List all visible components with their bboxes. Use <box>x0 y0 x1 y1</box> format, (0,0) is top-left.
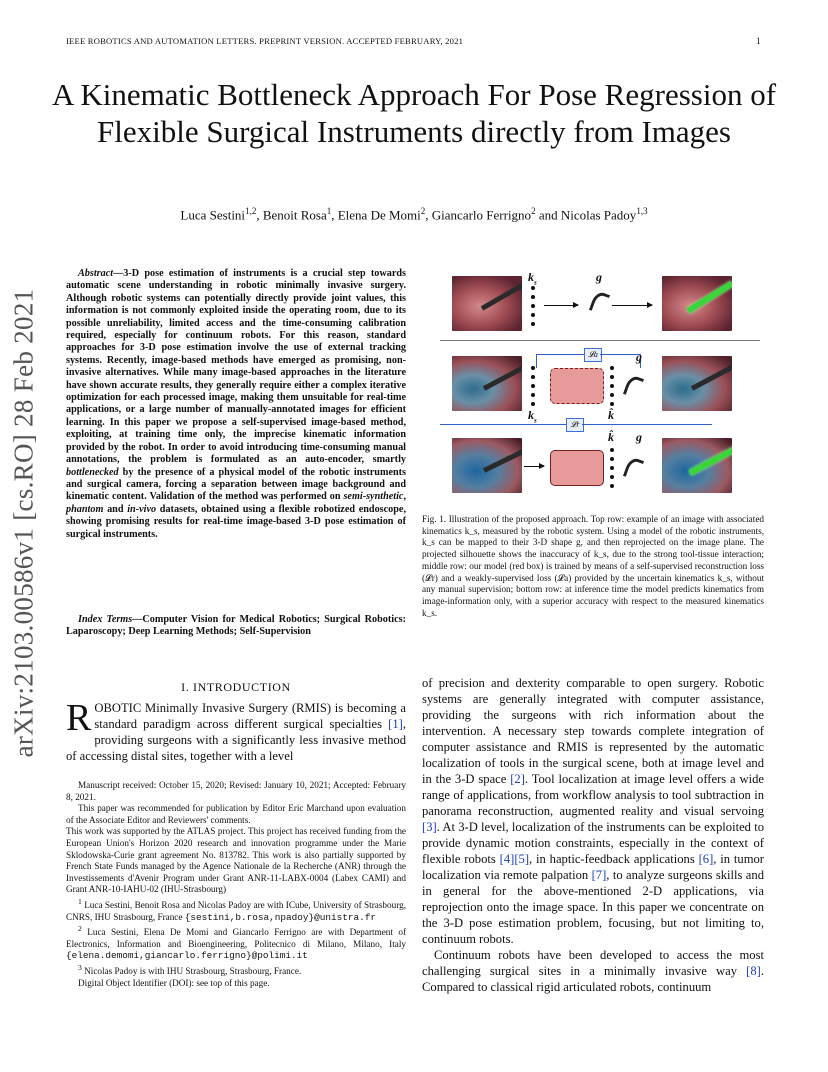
abstract-label: Abstract <box>78 268 114 279</box>
author: Giancarlo Ferrigno <box>431 207 532 223</box>
abstract-text: by the presence of a physical model of the robotic instruments and surgical camera, forcing a separation between image background and kinematic content. Validation of the method was performed on <box>66 466 406 503</box>
paragraph-text: , in haptic-feedback applications <box>529 852 699 866</box>
abstract-emphasis: bottlenecked <box>66 466 119 478</box>
paragraph <box>422 947 764 995</box>
predicted-kinematics-bottom <box>610 448 614 493</box>
footnote-received: Manuscript received: October 15, 2020; Revised: January 10, 2021; Accepted: February 8, 2021. <box>66 780 406 802</box>
shape-g-bottom <box>623 456 644 481</box>
introduction-continued <box>422 675 764 995</box>
running-header: IEEE ROBOTICS AND AUTOMATION LETTERS. PREPRINT VERSION. ACCEPTED FEBRUARY, 2021 <box>66 36 464 46</box>
paragraph <box>422 675 764 947</box>
author: Elena De Momi <box>337 207 421 223</box>
symbol-g-mid: g <box>636 350 642 364</box>
footnote-text: Luca Sestini, Benoit Rosa and Nicolas Padoy are with ICube, University of Strasbourg, CNRS, IHU Strasbourg, France <box>66 900 406 922</box>
symbol-khat-mid: k̂ <box>608 408 614 422</box>
introduction-text <box>66 697 406 764</box>
author-separator: , <box>256 207 263 223</box>
kinematics-vector-top <box>531 286 535 331</box>
footnote-mark: 1 <box>78 896 82 906</box>
figure-1 <box>440 268 760 508</box>
arrow <box>524 466 544 467</box>
footnote-text: Nicolas Padoy is with IHU Strasbourg, Strasbourg, France. <box>84 966 302 977</box>
footnote-text: Luca Sestini, Elena De Momi and Giancarlo Ferrigno are with Department of Electronics, Information and Bioengineering, Politecnico di Milano, Milano, Italy <box>66 927 407 949</box>
email-address: {sestini,b.rosa,npadoy}@unistra.fr <box>184 911 377 923</box>
index-terms-text: —Computer Vision for Medical Robotics; Surgical Robotics: Laparoscopy; Deep Learning Methods; Self-Supervision <box>66 614 406 638</box>
symbol-g-bottom: g <box>636 430 642 444</box>
footnote-affiliation-1 <box>66 896 406 923</box>
endoscopic-image-top <box>452 276 522 331</box>
paragraph-text: Continuum robots have been developed to access the most challenging surgical sites in a minimally invasive way <box>422 948 764 978</box>
intro-text: OBOTIC Minimally Invasive Surgery (RMIS) is becoming a standard paradigm across different surgical specialties <box>94 701 406 731</box>
index-terms-label: Index Terms <box>78 614 133 625</box>
affiliation-mark: 1,2 <box>245 206 257 216</box>
abstract-text: , <box>403 491 406 503</box>
affiliation-mark: 2 <box>420 206 426 216</box>
abstract-text: datasets, obtained using a flexible robotized endoscope, showing promising results for real-time image-based 3-D pose estimation of surgical instruments. <box>66 503 406 540</box>
citation-link[interactable]: [1] <box>388 717 403 731</box>
affiliation-mark: 1 <box>326 206 332 216</box>
paragraph-text: of precision and dexterity comparable to open surgery. Robotic systems are generally integrated with computer assistance, providing the surgeons with rich information about the intervention. A necessary step towards complete integration of computer assistance and RMIS is represented by the automatic localization of tools in the surgical scene, both at image level and in the 3-D space <box>422 676 764 786</box>
arxiv-side-stamp <box>4 288 44 758</box>
figure-caption: Fig. 1. Illustration of the proposed approach. Top row: example of an image with associated kinematics k_s, measured by the robotic system. Using a model of the robotic instruments, k_s can be mapped to their 3-D shape g, and then reprojected on the image plane. The projected silhouette shows the inaccuracy of k_s, due to the strong tool-tissue interaction; middle row: our model (red box) is trained by means of a self-supervised reconstruction loss (𝓛r) and a weakly-supervised loss (𝓛a) provided by the uncertain kinematics k_s, without any manual supervision; bottom row: at inference time the model predicts kinematics from image-information only, with a superior accuracy with respect to the measured kinematics k_s. <box>422 514 764 618</box>
author: Benoit Rosa <box>262 207 327 223</box>
abstract-emphasis: phantom <box>66 503 104 515</box>
citation-link[interactable]: [2] <box>510 772 525 786</box>
endoscopic-image-bottom <box>452 438 522 493</box>
paper-title: A Kinematic Bottleneck Approach For Pose Regression of Flexible Surgical Instruments directly from Images <box>51 77 777 149</box>
index-terms <box>66 614 406 639</box>
citation-link[interactable]: [5] <box>514 852 530 866</box>
arrow <box>544 305 578 306</box>
shape-g <box>589 290 610 315</box>
footnote-doi: Digital Object Identifier (DOI): see top of this page. <box>78 977 270 988</box>
affiliation-mark: 2 <box>531 206 536 216</box>
drop-cap: R <box>66 697 92 739</box>
footnote-mark: 2 <box>78 924 82 934</box>
email-address: {elena.demomi,giancarlo.ferrigno}@polimi.it <box>66 950 308 962</box>
paragraph-text: . Compared to classical rigid articulated robots, continuum <box>422 964 764 994</box>
citation-link[interactable]: [6] <box>698 852 714 866</box>
predicted-kinematics-middle <box>610 366 614 411</box>
page-number: 1 <box>756 36 761 46</box>
endoscopic-image-predicted <box>662 438 732 493</box>
footnote-mark: 3 <box>78 963 82 973</box>
endoscopic-image-reconstructed <box>662 356 732 411</box>
paragraph-text: , to analyze surgeons skills and in general for the above-mentioned 2-D applications, via reprojection onto the image space. In this paper we concentrate on the 3-D pose estimation problem, focusing, but not limiting to, continuum robots. <box>422 868 764 946</box>
abstract-emphasis: in-vivo <box>127 503 157 515</box>
citation-link[interactable]: [3] <box>422 820 437 834</box>
endoscopic-image-middle <box>452 356 522 411</box>
symbol-ks: $k_s$ <box>528 270 537 287</box>
footnotes <box>66 780 406 989</box>
paragraph-text: . At 3-D level, localization of the instruments can be exploited to provide dynamic motion constraints, especially in the context of flexible robots <box>422 820 764 866</box>
footnote-affiliation-2 <box>66 923 406 962</box>
loss-r-label: 𝓛r <box>566 418 584 432</box>
shape-g-mid <box>623 374 644 399</box>
endoscopic-image-projected <box>662 276 732 331</box>
kinematics-vector-middle <box>531 366 535 411</box>
arrow <box>612 305 652 306</box>
paragraph-text: , in tumor localization via remote palpation <box>422 852 764 882</box>
citation-link[interactable]: [7] <box>591 868 607 882</box>
loss-a-label: 𝓛a <box>584 348 602 362</box>
arxiv-identifier: arXiv:2103.00586v1 [cs.RO] 28 Feb 2021 <box>8 288 39 758</box>
author-separator: and <box>535 207 561 223</box>
footnote-affiliation-3 <box>66 962 406 978</box>
abstract <box>66 268 406 541</box>
footnote-editor: This paper was recommended for publication by Editor Eric Marchand upon evaluation of the Associate Editor and Reviewers' comments. <box>66 803 406 825</box>
model-box-inference <box>550 450 604 486</box>
author-list <box>40 206 788 223</box>
affiliation-mark: 1,3 <box>636 206 648 216</box>
abstract-emphasis: semi-synthetic <box>343 491 404 503</box>
abstract-dash: — <box>113 268 124 279</box>
symbol-ks-mid: $k_s$ <box>528 408 537 425</box>
intro-text: , providing surgeons with a significantly less invasive method of accessing distal sites, together with a level <box>66 717 406 763</box>
author: Nicolas Padoy <box>560 207 637 223</box>
author: Luca Sestini <box>180 207 246 223</box>
model-box-training <box>550 368 604 404</box>
author-separator: , <box>425 207 432 223</box>
footnote-funding: This work was supported by the ATLAS project. This project has received funding from the European Union's Horizon 2020 research and innovation programme under the Marie Sklodowska-Curie grant agreement No. 813782. This work is also partially supported by French State Funds managed by the Agence Nationale de la Recherche (ANR) through the Investissements d'Avenir Program under Grant ANR-11-LABX-0004 (Labex CAMI) and Grant ANR-10-IAHU-02 (IHU-Strasbourg) <box>66 826 406 895</box>
symbol-khat-bottom: k̂ <box>608 430 614 444</box>
abstract-text: and <box>103 503 128 515</box>
section-heading: I. INTRODUCTION <box>181 680 291 694</box>
paragraph-text: . Tool localization at image level offers a wide range of applications, from workflow analysis to tool subtraction in panorama reconstruction, augmented reality and visual servoing <box>422 772 764 818</box>
citation-link[interactable]: [8] <box>746 964 761 978</box>
abstract-text: 3-D pose estimation of instruments is a crucial step towards automatic scene understanding in robotic minimally invasive surgery. Although robotic systems can potentially directly provide joint values, this information is not commonly exploited inside the operating room, due to its possible unreliability, limited access and the time-consuming calibration required, especially for continuum robots. For this reason, standard approaches for 3-D pose estimation involve the use of external tracking systems. Recently, image-based methods have emerged as promising, non-invasive alternatives. While many image-based approaches in the literature have shown accurate results, they generally require either a complex iterative optimization for each processed image, making them unsuitable for real-time applications, or a large number of manually-annotated images for efficient learning. In this paper we propose a self-supervised image-based method, exploiting, at training time only, the imprecise kinematic information provided by the robot. In order to avoid introducing time-consuming manual annotations, the problem is formulated as an auto-encoder, smartly <box>66 268 406 466</box>
author-separator: , <box>331 207 338 223</box>
citation-link[interactable]: [4] <box>499 852 515 866</box>
symbol-g: g <box>596 270 602 284</box>
